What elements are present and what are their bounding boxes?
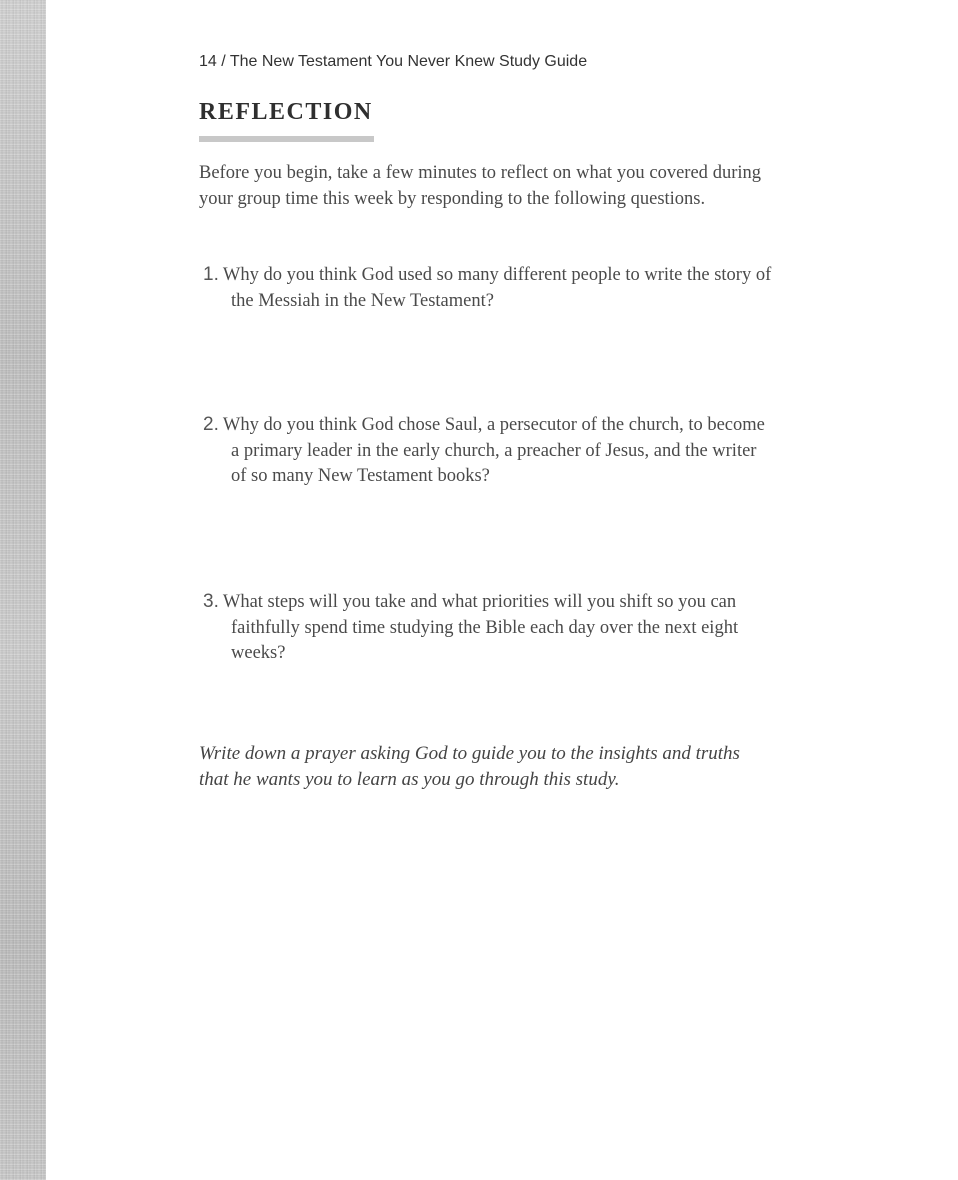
question-1-text: Why do you think God used so many different people to write the story of the Messiah in the New Testament? — [222, 265, 772, 311]
section-title: REFLECTION — [199, 99, 373, 125]
question-2-number: 2. — [203, 414, 219, 435]
question-3-text: What steps will you take and what priorities will you shift so you can faithfully spend time studying the Bible each day over the next eight weeks? — [222, 592, 739, 663]
decorative-texture-strip — [0, 0, 46, 1180]
question-3 — [203, 589, 776, 667]
question-1 — [203, 262, 776, 314]
question-2 — [203, 412, 776, 490]
title-underline-rule — [199, 136, 374, 142]
question-3-number: 3. — [203, 591, 219, 612]
prayer-prompt: Write down a prayer asking God to guide you to the insights and truths that he wants you to learn as you go through this study. — [199, 743, 740, 790]
question-2-text: Why do you think God chose Saul, a persecutor of the church, to become a primary leader in the early church, a preacher of Jesus, and the writer of so many New Testament books? — [222, 415, 765, 486]
intro-paragraph: Before you begin, take a few minutes to reflect on what you covered during your group time this week by responding to the following questions. — [199, 163, 761, 209]
question-1-number: 1. — [203, 264, 219, 285]
running-header: 14 / The New Testament You Never Knew Study Guide — [199, 53, 588, 70]
